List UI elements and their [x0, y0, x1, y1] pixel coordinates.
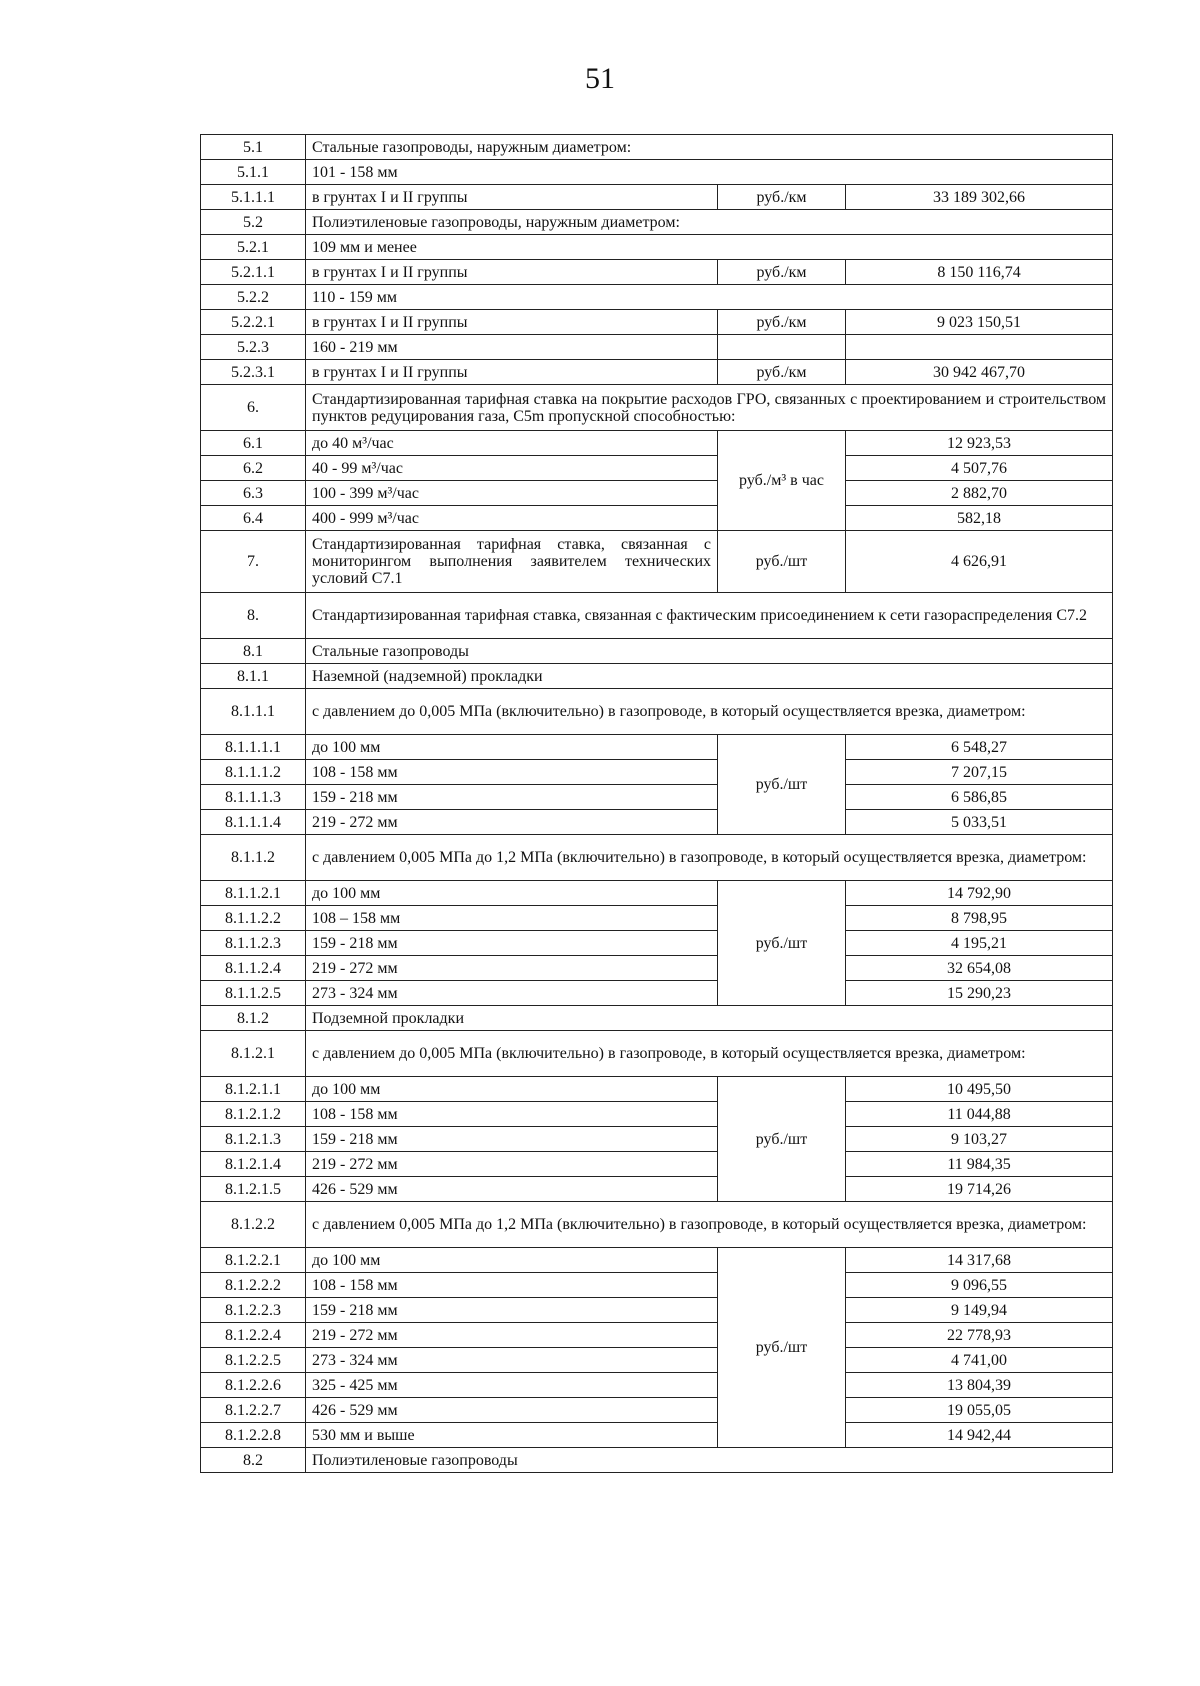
row-number: 6.2	[201, 456, 306, 481]
row-number: 8.1.2.2.7	[201, 1398, 306, 1423]
row-number: 6.4	[201, 506, 306, 531]
row-number: 5.2.1.1	[201, 260, 306, 285]
row-number: 8.1.1.2.3	[201, 931, 306, 956]
row-value: 9 149,94	[846, 1298, 1113, 1323]
row-value: 22 778,93	[846, 1323, 1113, 1348]
table-row	[201, 1031, 1113, 1077]
value-cell-empty	[846, 335, 1113, 360]
row-value: 8 150 116,74	[846, 260, 1113, 285]
row-description: 273 - 324 мм	[306, 981, 718, 1006]
row-number: 8.1.2.1	[201, 1031, 306, 1077]
row-number: 8.1.2.1.5	[201, 1177, 306, 1202]
row-number: 8.1.1.2.2	[201, 906, 306, 931]
table-row	[201, 1398, 1113, 1423]
table-row	[201, 1006, 1113, 1031]
table-row	[201, 810, 1113, 835]
row-value: 582,18	[846, 506, 1113, 531]
row-description: в грунтах I и II группы	[306, 360, 718, 385]
table-row	[201, 135, 1113, 160]
row-number: 8.1.2.2.8	[201, 1423, 306, 1448]
row-number: 5.2.2.1	[201, 310, 306, 335]
row-description: до 100 мм	[306, 1077, 718, 1102]
table-row	[201, 1152, 1113, 1177]
row-number: 8.1.2.2.1	[201, 1248, 306, 1273]
table-row	[201, 1348, 1113, 1373]
row-number: 8.1.2.2	[201, 1202, 306, 1248]
table-row	[201, 335, 1113, 360]
row-value: 14 792,90	[846, 881, 1113, 906]
row-unit: руб./шт	[718, 1077, 846, 1202]
row-description: Стандартизированная тарифная ставка на покрытие расходов ГРО, связанных с проектированием и строительством пунктов редуцирования газа, C5m пропускной способностью:	[306, 385, 1113, 431]
row-description: до 40 м³/час	[306, 431, 718, 456]
row-value: 30 942 467,70	[846, 360, 1113, 385]
table-row	[201, 639, 1113, 664]
row-value: 4 507,76	[846, 456, 1113, 481]
table-row	[201, 735, 1113, 760]
row-description: 108 - 158 мм	[306, 1102, 718, 1127]
row-number: 8.2	[201, 1448, 306, 1473]
row-unit: руб./шт	[718, 531, 846, 593]
row-number: 8.1.2.2.4	[201, 1323, 306, 1348]
row-unit: руб./км	[718, 260, 846, 285]
row-description: до 100 мм	[306, 735, 718, 760]
row-number: 6.1	[201, 431, 306, 456]
row-number: 8.1.2.2.2	[201, 1273, 306, 1298]
row-number: 8.1.2.1.3	[201, 1127, 306, 1152]
table-row	[201, 235, 1113, 260]
row-description: 110 - 159 мм	[306, 285, 1113, 310]
row-value: 2 882,70	[846, 481, 1113, 506]
tariff-table	[200, 134, 1113, 1473]
row-unit: руб./км	[718, 360, 846, 385]
table-row	[201, 1273, 1113, 1298]
table-row	[201, 431, 1113, 456]
row-number: 6.	[201, 385, 306, 431]
table-row	[201, 1202, 1113, 1248]
table-row	[201, 160, 1113, 185]
row-description: 219 - 272 мм	[306, 956, 718, 981]
row-number: 6.3	[201, 481, 306, 506]
row-description: в грунтах I и II группы	[306, 260, 718, 285]
row-description: 108 – 158 мм	[306, 906, 718, 931]
table-row	[201, 1373, 1113, 1398]
row-unit: руб./шт	[718, 735, 846, 835]
row-description: 530 мм и выше	[306, 1423, 718, 1448]
row-description: до 100 мм	[306, 1248, 718, 1273]
row-value: 4 741,00	[846, 1348, 1113, 1373]
row-unit: руб./км	[718, 310, 846, 335]
table-row	[201, 906, 1113, 931]
table-row	[201, 1448, 1113, 1473]
table-row	[201, 981, 1113, 1006]
table-row	[201, 1423, 1113, 1448]
row-value: 6 586,85	[846, 785, 1113, 810]
row-description: Подземной прокладки	[306, 1006, 1113, 1031]
row-unit: руб./км	[718, 185, 846, 210]
table-row	[201, 210, 1113, 235]
row-number: 8.1.2	[201, 1006, 306, 1031]
row-number: 5.2.3	[201, 335, 306, 360]
row-value: 15 290,23	[846, 981, 1113, 1006]
row-value: 12 923,53	[846, 431, 1113, 456]
table-row	[201, 310, 1113, 335]
row-description: Стандартизированная тарифная ставка, связанная с мониторингом выполнения заявителем технических условий C7.1	[306, 531, 718, 593]
page-number: 51	[585, 62, 615, 95]
row-description: Полиэтиленовые газопроводы, наружным диаметром:	[306, 210, 1113, 235]
row-number: 8.1.1.2.4	[201, 956, 306, 981]
row-number: 8.1.1.1.3	[201, 785, 306, 810]
row-value: 6 548,27	[846, 735, 1113, 760]
row-number: 5.2.1	[201, 235, 306, 260]
table-row	[201, 1077, 1113, 1102]
table-row	[201, 1177, 1113, 1202]
row-number: 8.1	[201, 639, 306, 664]
table-row	[201, 360, 1113, 385]
table-row	[201, 1298, 1113, 1323]
row-value: 9 023 150,51	[846, 310, 1113, 335]
row-description: до 100 мм	[306, 881, 718, 906]
table-row	[201, 956, 1113, 981]
row-description: Стальные газопроводы	[306, 639, 1113, 664]
row-description: 40 - 99 м³/час	[306, 456, 718, 481]
table-row	[201, 1248, 1113, 1273]
row-description: 273 - 324 мм	[306, 1348, 718, 1373]
row-number: 8.1.1.1.1	[201, 735, 306, 760]
row-number: 8.1.1.2.5	[201, 981, 306, 1006]
row-description: 426 - 529 мм	[306, 1177, 718, 1202]
row-number: 5.2	[201, 210, 306, 235]
row-description: 159 - 218 мм	[306, 931, 718, 956]
row-number: 7.	[201, 531, 306, 593]
row-value: 19 714,26	[846, 1177, 1113, 1202]
row-value: 10 495,50	[846, 1077, 1113, 1102]
table-row	[201, 385, 1113, 431]
row-value: 9 103,27	[846, 1127, 1113, 1152]
row-value: 11 984,35	[846, 1152, 1113, 1177]
table-row	[201, 285, 1113, 310]
row-number: 8.1.2.2.6	[201, 1373, 306, 1398]
table-row	[201, 456, 1113, 481]
row-number: 5.1.1.1	[201, 185, 306, 210]
row-description: с давлением до 0,005 МПа (включительно) в газопроводе, в который осуществляется врезка, диаметром:	[306, 689, 1113, 735]
row-unit: руб./шт	[718, 881, 846, 1006]
table-row	[201, 185, 1113, 210]
table-row	[201, 260, 1113, 285]
row-number: 8.1.1	[201, 664, 306, 689]
row-value: 13 804,39	[846, 1373, 1113, 1398]
row-description: 219 - 272 мм	[306, 1323, 718, 1348]
row-description: с давлением 0,005 МПа до 1,2 МПа (включительно) в газопроводе, в который осуществляется врезка, диаметром:	[306, 835, 1113, 881]
table-row	[201, 689, 1113, 735]
row-description: Наземной (надземной) прокладки	[306, 664, 1113, 689]
row-description: Полиэтиленовые газопроводы	[306, 1448, 1113, 1473]
row-description: 219 - 272 мм	[306, 810, 718, 835]
row-number: 5.2.3.1	[201, 360, 306, 385]
row-number: 8.1.2.1.4	[201, 1152, 306, 1177]
row-description: в грунтах I и II группы	[306, 185, 718, 210]
row-number: 8.1.2.2.5	[201, 1348, 306, 1373]
row-description: 159 - 218 мм	[306, 785, 718, 810]
row-value: 4 626,91	[846, 531, 1113, 593]
row-number: 8.1.2.1.1	[201, 1077, 306, 1102]
table-row	[201, 1102, 1113, 1127]
table-row	[201, 760, 1113, 785]
row-description: 400 - 999 м³/час	[306, 506, 718, 531]
row-value: 14 317,68	[846, 1248, 1113, 1273]
row-value: 7 207,15	[846, 760, 1113, 785]
row-description: Стандартизированная тарифная ставка, связанная с фактическим присоединением к сети газораспределения C7.2	[306, 593, 1113, 639]
row-value: 11 044,88	[846, 1102, 1113, 1127]
row-description: 426 - 529 мм	[306, 1398, 718, 1423]
table-row	[201, 835, 1113, 881]
row-description: 108 - 158 мм	[306, 760, 718, 785]
row-value: 4 195,21	[846, 931, 1113, 956]
row-value: 9 096,55	[846, 1273, 1113, 1298]
row-description: 159 - 218 мм	[306, 1127, 718, 1152]
row-description: 159 - 218 мм	[306, 1298, 718, 1323]
table-row	[201, 531, 1113, 593]
row-description: 100 - 399 м³/час	[306, 481, 718, 506]
table-row	[201, 593, 1113, 639]
row-description: 108 - 158 мм	[306, 1273, 718, 1298]
row-unit: руб./шт	[718, 1248, 846, 1448]
row-value: 14 942,44	[846, 1423, 1113, 1448]
row-description: 325 - 425 мм	[306, 1373, 718, 1398]
row-value: 5 033,51	[846, 810, 1113, 835]
row-description: 101 - 158 мм	[306, 160, 1113, 185]
row-description: в грунтах I и II группы	[306, 310, 718, 335]
row-number: 5.1	[201, 135, 306, 160]
unit-cell-empty	[718, 335, 846, 360]
row-number: 8.1.1.1.4	[201, 810, 306, 835]
row-number: 5.1.1	[201, 160, 306, 185]
table-row	[201, 931, 1113, 956]
table-row	[201, 664, 1113, 689]
table-row	[201, 1323, 1113, 1348]
row-number: 8.1.2.2.3	[201, 1298, 306, 1323]
table-row	[201, 785, 1113, 810]
row-number: 8.1.1.1.2	[201, 760, 306, 785]
row-number: 8.1.2.1.2	[201, 1102, 306, 1127]
row-description: Стальные газопроводы, наружным диаметром:	[306, 135, 1113, 160]
table-row	[201, 1127, 1113, 1152]
row-number: 8.	[201, 593, 306, 639]
row-value: 19 055,05	[846, 1398, 1113, 1423]
row-number: 8.1.1.1	[201, 689, 306, 735]
row-description: с давлением 0,005 МПа до 1,2 МПа (включительно) в газопроводе, в который осуществляется врезка, диаметром:	[306, 1202, 1113, 1248]
table-row	[201, 506, 1113, 531]
row-description: 219 - 272 мм	[306, 1152, 718, 1177]
row-number: 5.2.2	[201, 285, 306, 310]
row-description: 160 - 219 мм	[306, 335, 718, 360]
row-value: 33 189 302,66	[846, 185, 1113, 210]
table-row	[201, 881, 1113, 906]
row-value: 8 798,95	[846, 906, 1113, 931]
row-description: 109 мм и менее	[306, 235, 1113, 260]
row-unit: руб./м³ в час	[718, 431, 846, 531]
row-number: 8.1.1.2.1	[201, 881, 306, 906]
table-row	[201, 481, 1113, 506]
row-value: 32 654,08	[846, 956, 1113, 981]
row-number: 8.1.1.2	[201, 835, 306, 881]
row-description: с давлением до 0,005 МПа (включительно) в газопроводе, в который осуществляется врезка, диаметром:	[306, 1031, 1113, 1077]
